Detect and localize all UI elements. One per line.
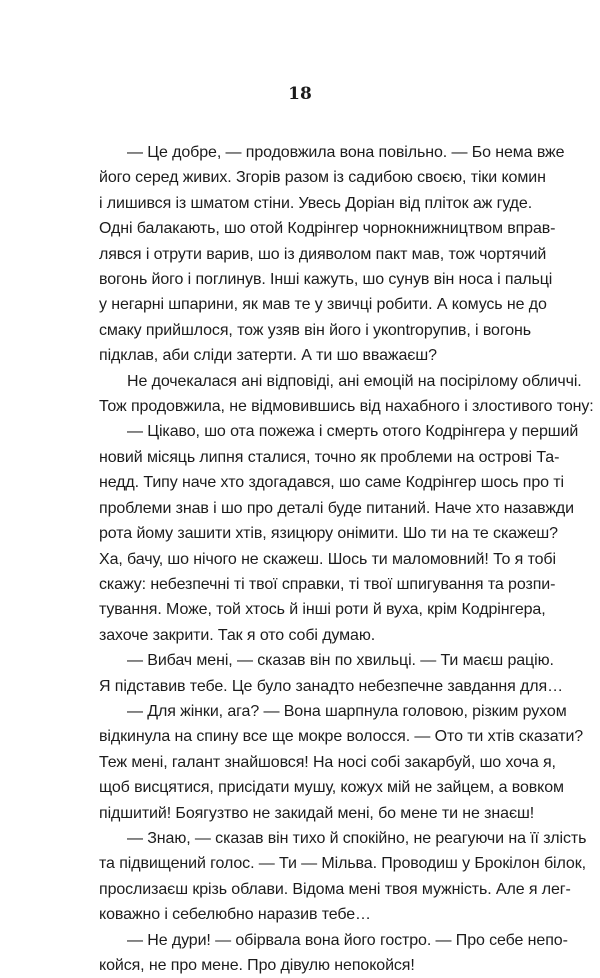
text-line: щоб висцятися, присідати мушу, кожух мій не зайцем, а вовком (99, 779, 564, 797)
text-line: — Вибач мені, — сказав він по хвильці. — Ти маєш рацію. (127, 652, 554, 670)
text-line: рота йому зашити хтів, язицюру онімити. Шо ти на те скажеш? (99, 525, 558, 543)
paragraph (99, 648, 563, 699)
text-line: лявся і отрути варив, шо із дияволом пакт мав, тож чортячий (99, 245, 547, 263)
text-line: підшитий! Боягузтво не закидай мені, бо мене ти не знаєш! (99, 804, 535, 822)
text-line: підклав, аби сліди затерти. А ти шо вважаєш? (99, 347, 437, 365)
text-line: Не дочекалася ані відповіді, ані емоцій на посірілому обличчі. (127, 372, 582, 390)
paragraph (99, 419, 579, 648)
text-body (99, 140, 594, 978)
text-line: його серед живих. Згорів разом із садибою своєю, тіки комин (99, 169, 546, 187)
text-line: Я підставив тебе. Це було занадто небезпечне завдання для… (99, 677, 563, 695)
paragraph (99, 928, 568, 978)
text-line: койся, не про мене. Про дівулю непокойся! (99, 957, 415, 974)
text-line: відкинула на спину все ще мокре волосся. — Ото ти хтів сказати? (99, 728, 584, 746)
text-line: коважно і себелюбно наразив тебе… (99, 906, 371, 924)
text-line: та підвищений голос. — Ти — Мільва. Проводиш у Брокілон білок, (99, 855, 586, 873)
text-line: проблеми знав і шо про деталі буде питаний. Наче хто назавжди (99, 499, 575, 517)
text-line: — Цікаво, шо ота пожежа і смерть отого Кодрінгера у перший (127, 423, 579, 441)
text-line: прослизаєш крізь облави. Відома мені твоя мужність. Але я лег- (99, 880, 571, 898)
text-line: скажу: небезпечні ті твої справки, ті твої шпигування та розпи- (99, 575, 556, 593)
text-line: Ха, бачу, шо нічого не скажеш. Шось ти маломовний! То я тобі (99, 550, 556, 568)
paragraph (99, 699, 584, 826)
text-line: захоче закрити. Так я ото собі думаю. (99, 626, 376, 644)
text-line: — Для жінки, ага? — Вона шарпнула головою, різким рухом (127, 702, 567, 720)
text-line: вогонь його і поглинув. Інші кажуть, шо сунув він носа і пальці (99, 271, 553, 289)
paragraph (99, 140, 565, 369)
text-line: — Знаю, — сказав він тихо й спокійно, не реагуючи на її злість (127, 829, 587, 847)
text-line: — Це добре, — продовжила вона повільно. — Бо нема вже (127, 144, 565, 161)
text-line: у негарні шпарини, як мав те у звичці робити. А комусь не до (99, 296, 547, 314)
text-line: тування. Може, той хтось й інші роти й вуха, крім Кодрінгера, (99, 601, 546, 619)
text-line: Тож продовжила, не відмовившись від нахабного і злостивого тону: (99, 398, 594, 416)
page-number: 18 (288, 84, 312, 104)
text-line: і лишився із шматом стіни. Увесь Доріан від пліток аж гуде. (99, 194, 533, 212)
paragraph (99, 369, 594, 420)
text-line: смаку прийшлося, тож узяв він його і укontropупив, і вогонь (99, 321, 531, 339)
text-line: новий місяць липня сталися, точно як проблеми на острові Та- (99, 448, 560, 466)
paragraph (99, 826, 587, 928)
text-line: Одні балакають, шо отой Кодрінгер чорнокнижництвом вправ- (99, 220, 556, 238)
text-line: недд. Типу наче хто здогадався, шо саме Кодрінгер шось про ті (99, 474, 564, 492)
text-line: — Не дури! — обірвала вона його гостро. — Про себе непо- (127, 931, 568, 949)
text-line: Теж мені, галант знайшовся! На носі собі закарбуй, шо хоча я, (99, 753, 556, 771)
